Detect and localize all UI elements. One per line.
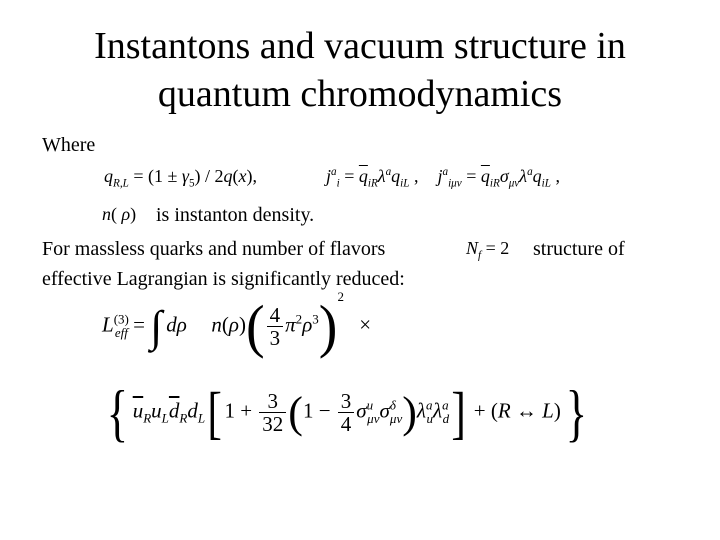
lagrangian-formula-line-1: $L^{(3)}_{eff}$ = ∫ dρ n(ρ)( $\frac{4}{3}$ $\pi^2\rho^3)^2$ × — [102, 289, 372, 360]
lagrangian-formula-line-2: { $\overline{u}_Ru_L\overline{d}_Rd_L$[ 1 + $\frac{3}{32}$ (1 − $\frac{3}{4}$ $\sigma^u_{\mu\nu}\sigma^\delta_{\mu\nu})\lambda^a_u\lambda^a_d] + (R$ ↔ L)} — [106, 376, 587, 448]
chiral-definitions-formula: $q_{R,L} = (1 \pm \gamma_5) / 2q(x)$, $j^a_i = \overline{q}_{iR}\lambda^aq_{iL}$ , $j^a_{i\mu\nu} = \overline{q}_{iR}\sigma_{\mu\nu}\lambda^aq_{iL}$ , — [104, 166, 560, 190]
massless-text: For massless quarks and number of flavors — [42, 238, 386, 260]
title-line-1: Instantons and vacuum structure in — [94, 25, 626, 67]
structure-of-text: structure of — [533, 238, 625, 260]
title-line-2: quantum chromodynamics — [157, 73, 563, 115]
where-text: Where — [42, 134, 96, 156]
page-title — [0, 22, 720, 118]
reduced-text: effective Lagrangian is significantly reduced: — [42, 268, 405, 290]
instanton-density-symbol: n( ρ) — [102, 204, 137, 224]
density-text: is instanton density. — [156, 204, 315, 226]
flavor-number-formula: $N_f = 2$ — [466, 238, 510, 262]
